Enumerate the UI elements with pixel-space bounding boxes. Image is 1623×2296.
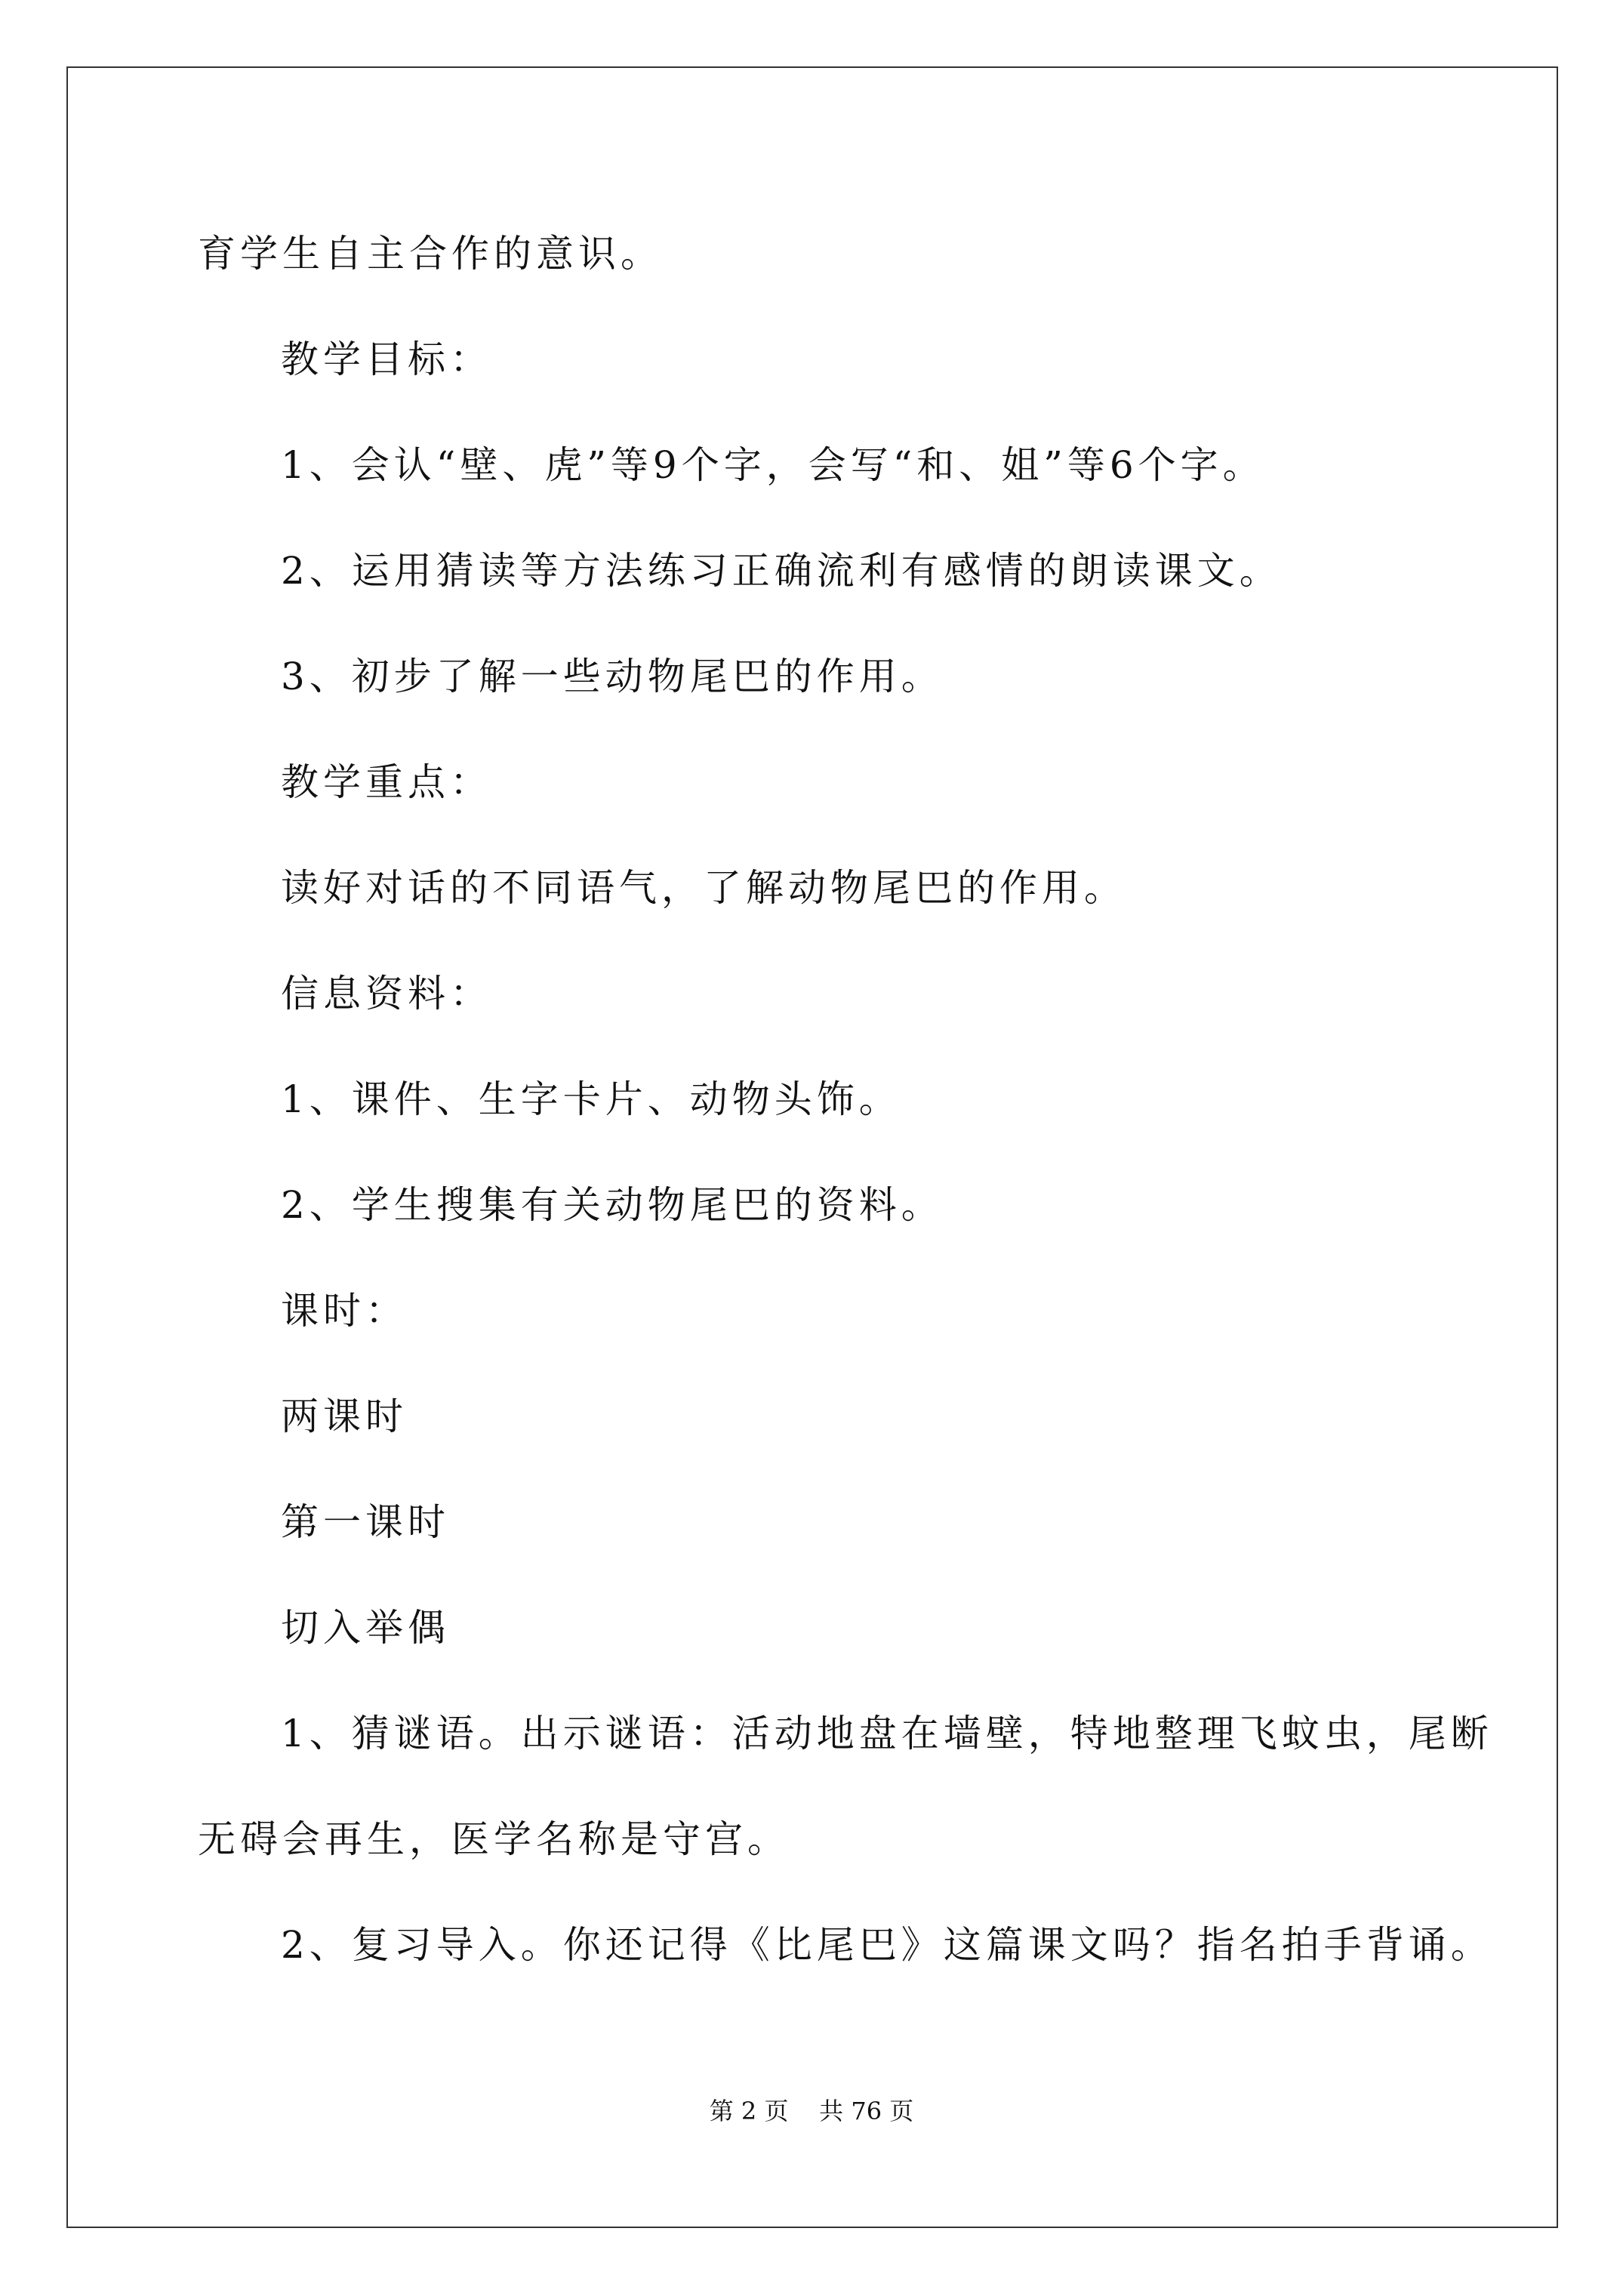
page-number: 第 2 页 xyxy=(709,2097,789,2125)
text-line: 1、猜谜语。出示谜语：活动地盘在墙壁，特地整理飞蚊虫，尾断 xyxy=(281,1712,1493,1755)
section-heading: 信息资料： xyxy=(281,972,492,1015)
page-total: 共 76 页 xyxy=(819,2097,914,2125)
text-line: 2、学生搜集有关动物尾巴的资料。 xyxy=(281,1183,944,1227)
text-line: 无碍会再生，医学名称是守宫。 xyxy=(198,1817,790,1861)
section-heading: 教学重点： xyxy=(281,760,492,804)
text-line: 读好对话的不同语气，了解动物尾巴的作用。 xyxy=(281,866,1126,910)
section-heading: 切入举偶 xyxy=(281,1606,450,1650)
section-heading: 第一课时 xyxy=(281,1500,450,1544)
section-heading: 课时： xyxy=(281,1289,408,1333)
page-footer xyxy=(0,2096,1623,2126)
text-line: 2、运用猜读等方法练习正确流利有感情的朗读课文。 xyxy=(281,549,1282,593)
text-line: 两课时 xyxy=(281,1395,408,1438)
text-line: 2、复习导入。你还记得《比尾巴》这篇课文吗？指名拍手背诵。 xyxy=(281,1923,1493,1967)
text-line: 3、初步了解一些动物尾巴的作用。 xyxy=(281,655,944,698)
section-heading: 教学目标： xyxy=(281,337,492,381)
document-body-continued xyxy=(198,0,1493,1967)
text-line: 育学生自主合作的意识。 xyxy=(198,232,663,276)
text-line: 1、会认“壁、虎”等9个字，会写“和、姐”等6个字。 xyxy=(281,443,1265,487)
text-line: 1、课件、生字卡片、动物头饰。 xyxy=(281,1077,901,1121)
